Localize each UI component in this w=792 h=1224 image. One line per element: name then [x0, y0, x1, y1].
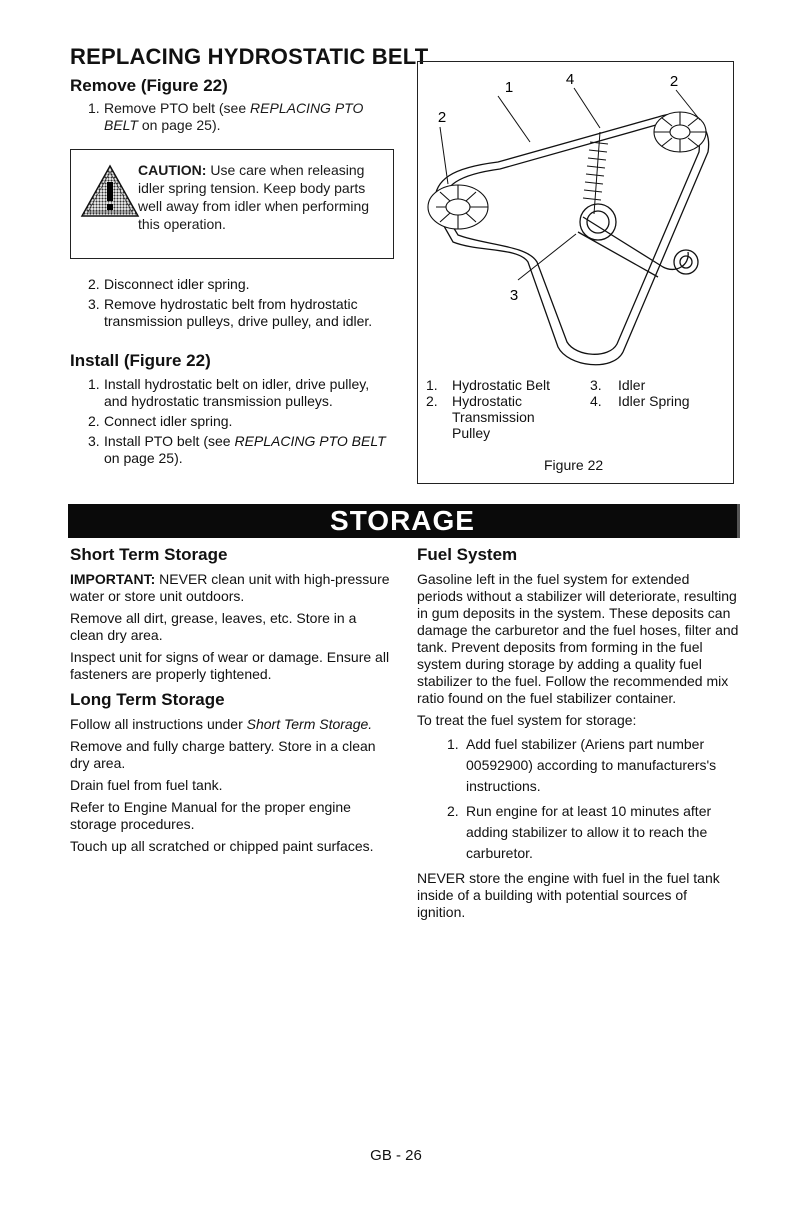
short-term-heading: Short Term Storage — [70, 545, 228, 564]
section-title: REPLACING HYDROSTATIC BELT — [70, 44, 429, 69]
step-text: on page 25). — [137, 117, 221, 133]
long-term-heading: Long Term Storage — [70, 690, 225, 709]
important-label: IMPORTANT: — [70, 571, 156, 587]
fuel-system-heading: Fuel System — [417, 545, 518, 564]
legend-num: 3. — [590, 377, 602, 393]
legend-num: 4. — [590, 393, 602, 409]
caution-label: CAUTION: — [138, 162, 207, 178]
fuel-steps-list — [417, 734, 739, 864]
step-text: Install PTO belt (see — [104, 433, 235, 449]
step-text: Run engine for at least 10 minutes after adding stabilizer to allow it to reach the carburetor. — [466, 803, 712, 861]
caution-text — [138, 161, 378, 233]
callout-2-left: 2 — [437, 109, 447, 126]
caution-box — [70, 149, 394, 259]
legend-text: Idler Spring — [618, 393, 690, 409]
fuel-treat: To treat the fuel system for storage: — [417, 712, 637, 728]
long-term-intro — [70, 716, 390, 733]
storage-banner: STORAGE — [68, 504, 740, 538]
legend-left — [426, 377, 586, 441]
storage-left-column — [70, 545, 390, 860]
step-text: on page 25). — [104, 450, 183, 466]
step-text: Disconnect idler spring. — [104, 276, 250, 292]
callout-1: 1 — [504, 79, 514, 96]
legend-right — [590, 377, 730, 409]
legend-text: Hydrostatic Transmission Pulley — [452, 393, 535, 441]
storage-right-column — [417, 545, 739, 926]
paragraph: Touch up all scratched or chipped paint surfaces. — [70, 838, 374, 854]
step-number: 1. — [447, 736, 459, 752]
paragraph: Remove all dirt, grease, leaves, etc. Store in a clean dry area. — [70, 610, 357, 643]
callout-2-right: 2 — [669, 73, 679, 90]
callout-3: 3 — [509, 287, 519, 304]
fuel-warning: NEVER store the engine with fuel in the fuel tank inside of a building with potential sources of ignition. — [417, 870, 720, 920]
legend-num: 2. — [426, 393, 438, 409]
install-heading: Install (Figure 22) — [70, 351, 211, 370]
step-number: 1. — [88, 100, 100, 116]
figure-caption: Figure 22 — [544, 457, 604, 473]
step-number: 2. — [88, 276, 100, 292]
list-item — [70, 433, 390, 467]
step-number: 2. — [447, 803, 459, 819]
fuel-intro: Gasoline left in the fuel system for extended periods without a stabilizer will deteriorate, resulting in gum deposits in the system. These deposits can damage the carburetor and the fuel hoses, filter and tank. Prevent deposits from forming in the fuel system during storage by adding a quality fuel stabilizer to the fuel. Follow the recommended mix ratio found on the fuel stabilizer container. — [417, 571, 739, 706]
important-note — [70, 571, 390, 605]
list-item — [417, 734, 739, 797]
step-text: Remove PTO belt (see — [104, 100, 251, 116]
paragraph: Inspect unit for signs of wear or damage. Ensure all fasteners are properly tightened. — [70, 649, 390, 682]
intro-reference: Short Term Storage. — [246, 716, 373, 732]
callout-4: 4 — [565, 71, 575, 88]
belt-diagram — [418, 62, 733, 372]
step-number: 2. — [88, 413, 100, 429]
step-text: Connect idler spring. — [104, 413, 233, 429]
page-number: GB - 26 — [370, 1147, 422, 1164]
step-number: 3. — [88, 296, 100, 312]
step-text: Add fuel stabilizer (Ariens part number 00592900) according to manufacturers's instructions. — [466, 736, 717, 794]
figure-22 — [417, 61, 734, 484]
paragraph: Remove and fully charge battery. Store in a clean dry area. — [70, 738, 376, 771]
step-number: 3. — [88, 433, 100, 449]
step-reference: REPLACING PTO BELT — [104, 100, 364, 133]
remove-step-1 — [88, 100, 388, 134]
step-text: Remove hydrostatic belt from hydrostatic transmission pulleys, drive pulley, and idler. — [104, 296, 373, 329]
caution-message: Use care when releasing idler spring tension. Keep body parts well away from idler when performing this operation. — [138, 162, 370, 232]
legend-text: Hydrostatic Belt — [452, 377, 551, 393]
intro-text: Follow all instructions under — [70, 716, 247, 732]
paragraph: Refer to Engine Manual for the proper engine storage procedures. — [70, 799, 351, 832]
remove-steps-list — [70, 276, 390, 333]
step-text: Install hydrostatic belt on idler, drive pulley, and hydrostatic transmission pulleys. — [104, 376, 370, 409]
paragraph: Drain fuel from fuel tank. — [70, 777, 223, 793]
legend-num: 1. — [426, 377, 438, 393]
important-text: NEVER clean unit with high-pressure water or store unit outdoors. — [70, 571, 390, 604]
list-item — [70, 413, 390, 430]
list-item — [70, 276, 390, 293]
legend-text: Idler — [618, 377, 646, 393]
list-item — [70, 296, 390, 330]
install-steps-list — [70, 376, 390, 470]
step-number: 1. — [88, 376, 100, 392]
step-reference: REPLACING PTO BELT — [234, 433, 386, 449]
remove-heading: Remove (Figure 22) — [70, 76, 228, 95]
warning-triangle-icon — [80, 164, 140, 218]
list-item — [417, 801, 739, 864]
list-item — [70, 376, 390, 410]
